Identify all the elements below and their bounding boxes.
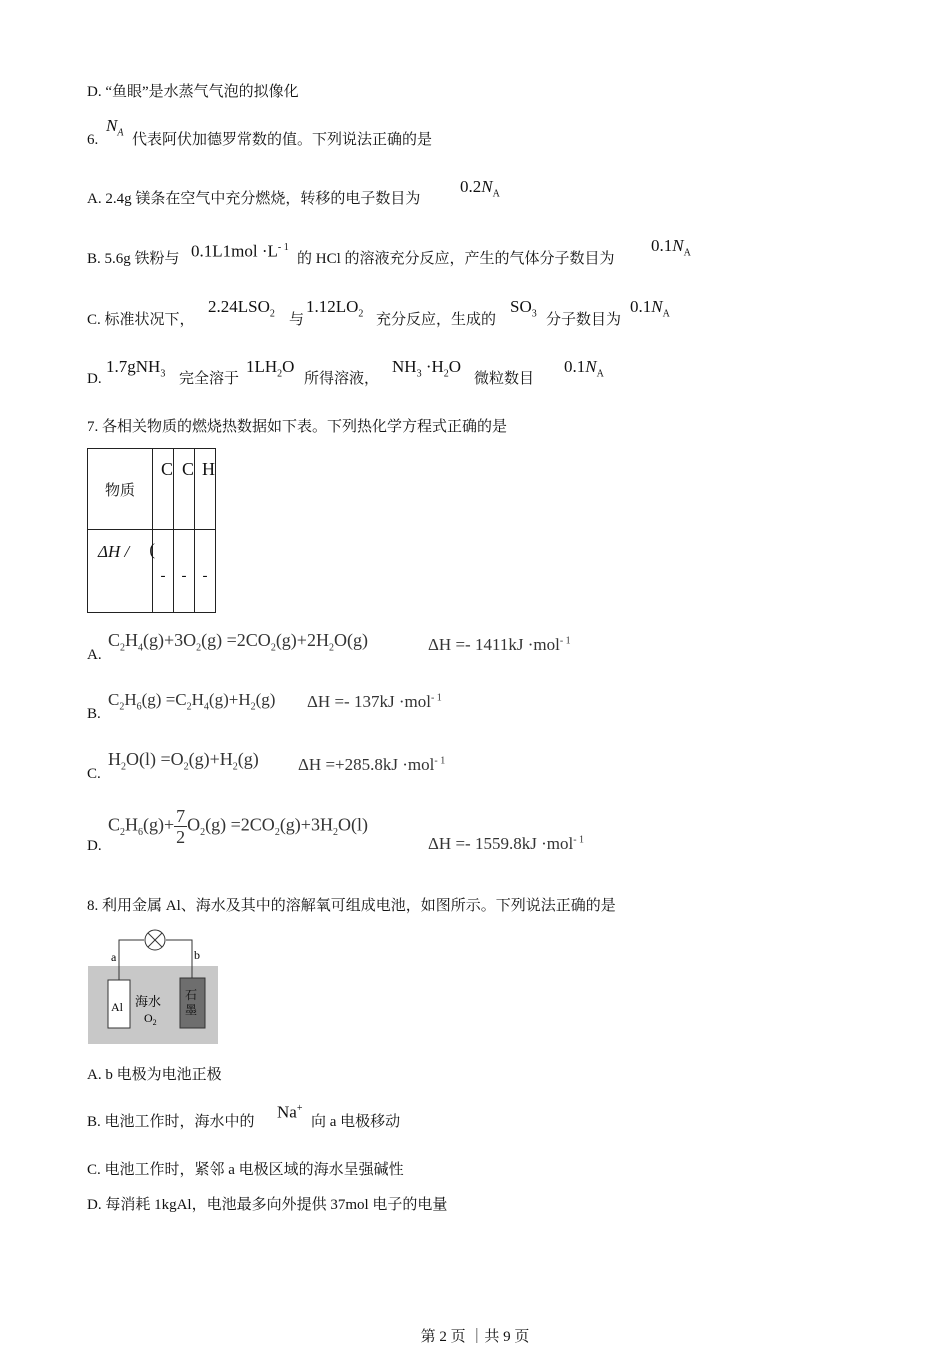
q8-option-c: C. 电池工作时，紧邻 a 电极区域的海水呈强碱性 [87,1162,404,1178]
q6-c-o2: $1.12LO_2$ [306,297,364,320]
q6-c-text4: 分子数目为 [546,312,622,328]
q6-c-so2: $2.24LSO_2$ [208,297,275,320]
q7-equation-d: $C_2H_6(g)+$ $\frac{7}{2}$ $O_2(g) =2CO_2(g)+3H_2O(l)$ [108,806,368,847]
label-seawater: 海水 [135,995,162,1010]
q7-stem: 7. 各相关物质的燃烧热数据如下表。下列热化学方程式正确的是 [87,419,508,435]
q6-d-value: $0.1N_A$ [564,357,604,380]
q7-option-c-label: C. [87,766,101,782]
label-a: a [111,950,117,964]
q6-c-text3: 充分反应，生成的 [376,312,497,328]
q6-d-nh3h2o: $NH_3 \cdot H_2O$ [392,357,462,380]
q7-equation-a: $C_2H_4(g)+3O_2(g) =2CO_2(g)+2H_2O(g)$ [108,630,368,654]
q8-stem: 8. 利用金属 Al、海水及其中的溶解氧可组成电池，如图所示。下列说法正确的是 [87,898,616,914]
q7-dh-a: ΔH =- 1411kJ ·mol$^{- 1}$ [428,635,571,654]
q6-d-h2o: $1LH_2O$ [246,357,295,380]
table-cell: - [174,530,195,613]
q6-a-text: A. 2.4g 镁条在空气中充分燃烧，转移的电子数目为 [87,191,421,207]
q6-option-c [87,297,670,330]
q6-d-label: D. [87,371,102,387]
table-cell-label: 物质 [88,449,153,530]
q7-dh-c: ΔH =+285.8kJ ·mol$^{- 1}$ [298,755,446,774]
q8-option-a: A. b 电极为电池正极 [87,1067,222,1083]
q5-option-d: D. “鱼眼”是水蒸气气泡的拟像化 [87,84,299,100]
q6-c-so3: $SO_3$ [510,297,537,320]
q6-number: 6. [87,132,99,148]
q6-b-value: $0.1N_A$ [651,236,691,259]
q6-b-text2: 的 HCl 的溶液充分反应，产生的气体分子数目为 [297,251,615,267]
q7-option-a-label: A. [87,647,102,663]
q6-c-text1: C. 标准状况下， [87,312,195,328]
q8-b-text2: 向 a 电极移动 [311,1114,401,1130]
q7-dh-d: ΔH =- 1559.8kJ ·mol$^{- 1}$ [428,834,585,853]
q6-stem-text: 代表阿伏加德罗常数的值。下列说法正确的是 [132,132,433,148]
label-graphite-2: 墨 [185,1003,198,1017]
q6-a-value: $0.2N_A$ [460,177,500,200]
q6-na-symbol: $N_A$ [106,116,124,139]
q7-equation-b: $C_2H_6(g) =C_2H_4(g)+H_2(g)$ [108,690,276,713]
table-cell: - [195,530,216,613]
q6-option-b [87,236,691,269]
label-al: Al [111,1000,123,1014]
q7-option-b-label: B. [87,706,101,722]
q7-dh-b: ΔH =- 137kJ ·mol$^{- 1}$ [307,692,442,711]
q6-c-value: $0.1N_A$ [630,297,670,320]
label-b: b [194,948,200,962]
q8-option-b [87,1102,401,1132]
lamp-icon [145,930,165,950]
q6-d-nh3: 1.7gNH$_3$ [106,357,166,380]
q6-option-a [87,177,500,209]
table-cell: - [153,530,174,613]
q7-option-d-label: D. [87,838,102,854]
q6-c-text2: 与 [289,312,305,328]
table-cell: C [153,449,174,530]
table-cell: C [174,449,195,530]
q6-d-text3: 所得溶液， [304,371,380,387]
page-footer: 第 2 页 ｜共 9 页 [420,1329,530,1345]
q8-b-na-ion: Na+ [277,1102,303,1122]
q6-stem [87,116,433,150]
combustion-heat-table [87,448,216,613]
label-graphite-1: 石 [185,988,198,1002]
q6-b-concentration: $0.1L1mol \cdot L^{- 1}$ [191,241,289,261]
label-o2: $O_2$ [144,1011,157,1027]
fraction-7-2: $\frac{7}{2}$ [176,806,186,847]
q6-d-text2: 完全溶于 [179,371,240,387]
battery-diagram [88,928,220,1046]
q8-b-text1: B. 电池工作时，海水中的 [87,1114,255,1130]
q6-option-d [87,357,604,389]
table-cell-label: ΔH / ( [88,530,153,613]
table-row [88,449,216,530]
table-cell: H [195,449,216,530]
q8-option-d: D. 每消耗 1kgAl，电池最多向外提供 37mol 电子的电量 [87,1197,448,1213]
q6-d-text4: 微粒数目 [474,371,535,387]
table-row [88,530,216,613]
q6-b-text1: B. 5.6g 铁粉与 [87,251,180,267]
q7-equation-c: $H_2O(l) =O_2(g)+H_2(g)$ [108,749,259,773]
